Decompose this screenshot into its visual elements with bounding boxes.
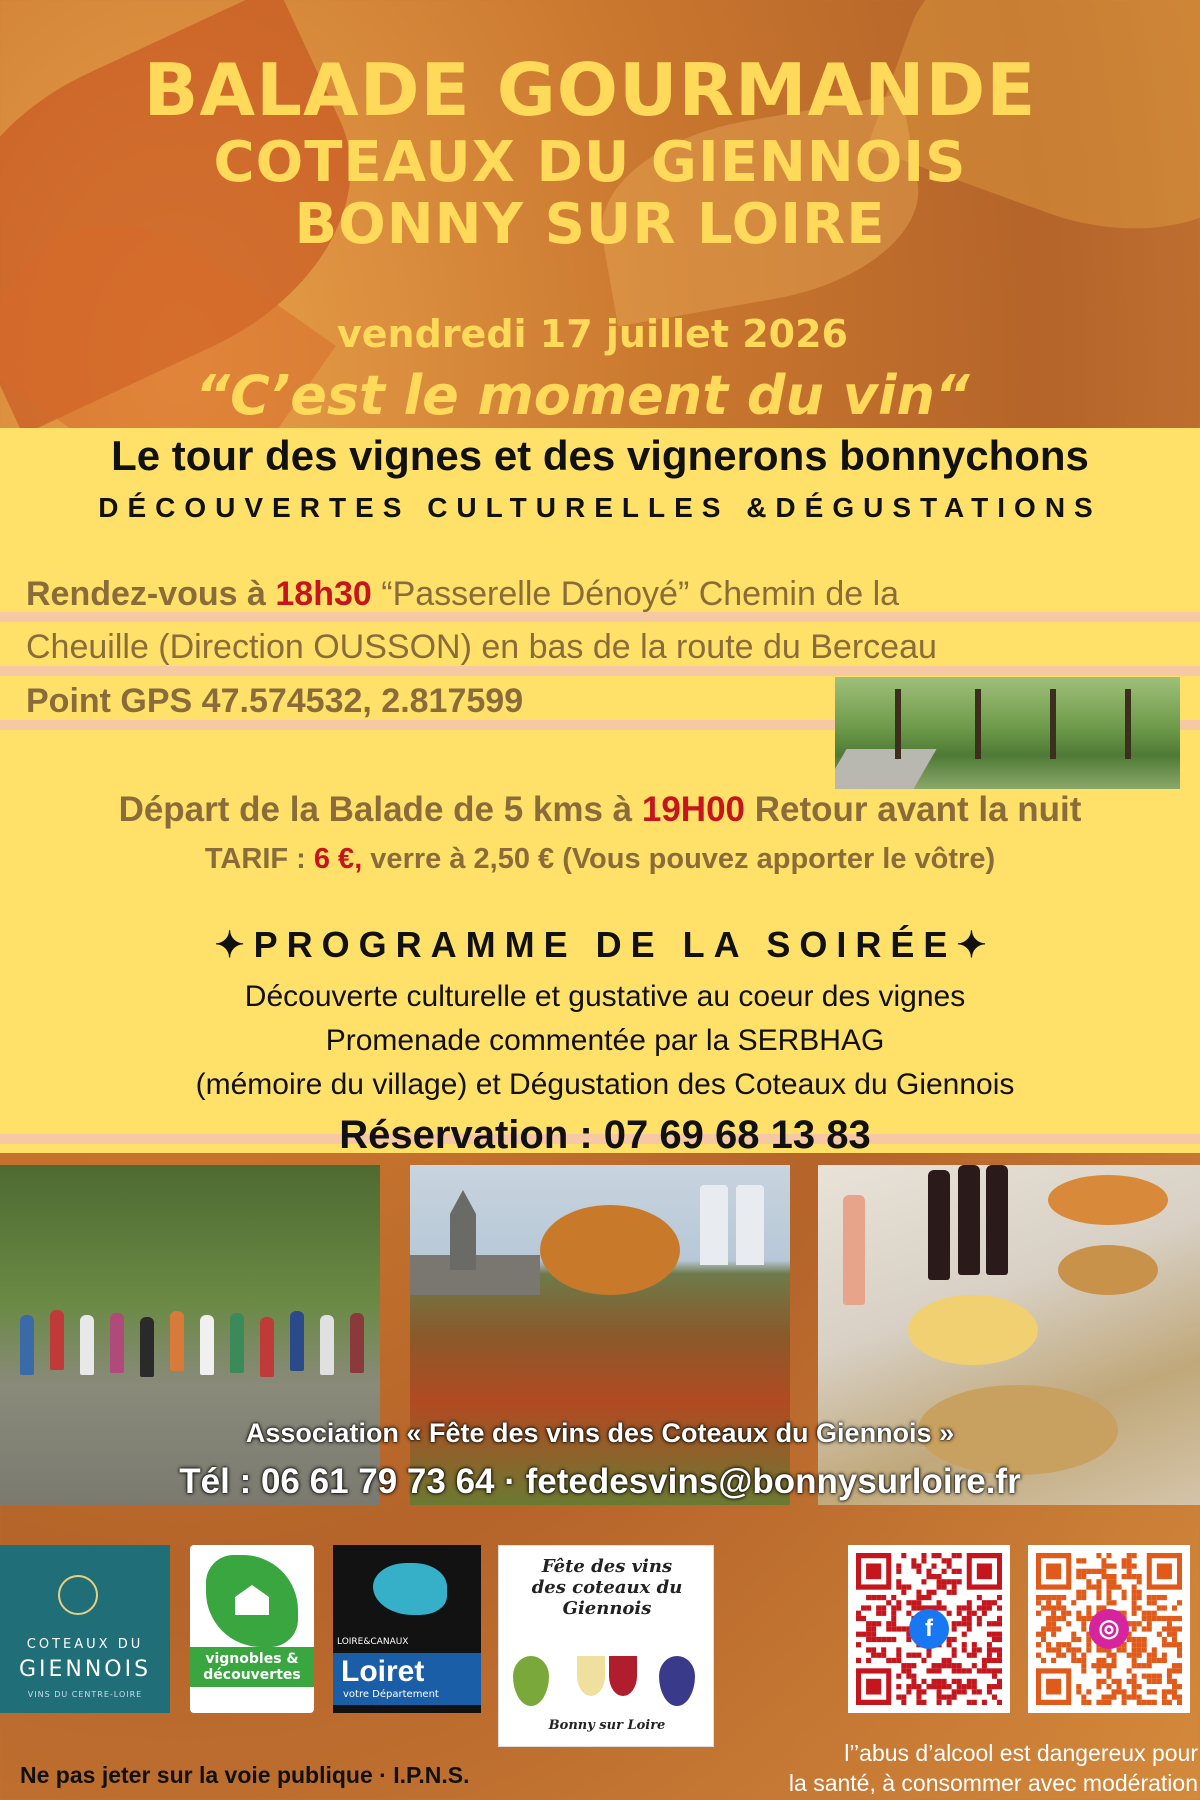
logo-text: VINS DU CENTRE-LOIRE	[27, 1690, 143, 1699]
glass-price: verre à 2,50 € (Vous pouvez apporter le vôtre)	[362, 843, 996, 875]
price-line	[0, 843, 1200, 876]
logo-text: COTEAUX DU	[26, 1637, 144, 1652]
loiret-department-logo	[333, 1545, 481, 1713]
logo-text: découvertes	[203, 1667, 301, 1683]
alcohol-warning-line: l’’abus d’alcool est dangereux pour	[844, 1740, 1198, 1766]
ipns-notice: Ne pas jeter sur la voie publique · I.P.N.S.	[20, 1762, 470, 1788]
alcohol-warning-line: la santé, à consommer avec modération	[788, 1770, 1198, 1796]
logo-text: Fête des vins	[541, 1556, 673, 1577]
gps-coordinates: Point GPS 47.574532, 2.817599	[26, 682, 524, 720]
fete-des-vins-logo	[498, 1545, 714, 1747]
meeting-point-line	[26, 575, 1186, 614]
event-subtitle-region: COTEAUX DU GIENNOIS	[213, 130, 967, 195]
event-slogan: “C’est le moment du vin“	[195, 364, 970, 427]
meeting-place-detail: Cheuille (Direction OUSSON) en bas de la route du Berceau	[26, 628, 937, 666]
association-name: Association « Fête des vins des Coteaux du Giennois »	[245, 1418, 955, 1448]
logo-text: des coteaux du	[531, 1577, 683, 1598]
vineyard-photo	[410, 1165, 790, 1505]
logo-text: Giennois	[562, 1598, 652, 1619]
logo-text: votre Département	[343, 1689, 439, 1700]
price-value: 6 €,	[313, 843, 363, 875]
stripe-divider	[0, 666, 1200, 676]
vignobles-decouvertes-logo	[190, 1545, 314, 1713]
departure-return: Retour avant la nuit	[745, 790, 1082, 829]
event-subtitle-town: BONNY SUR LOIRE	[294, 192, 886, 257]
logo-text: Loiret	[341, 1655, 425, 1688]
group-walk-photo	[0, 1165, 380, 1505]
logo-text: GIENNOIS	[18, 1657, 152, 1682]
facebook-icon: f	[909, 1609, 949, 1649]
reservation-phone: Réservation : 07 69 68 13 83	[339, 1113, 871, 1157]
departure-time: 19H00	[641, 790, 745, 829]
coteaux-du-giennois-logo	[0, 1545, 170, 1713]
programme-line: Promenade commentée par la SERBHAG	[325, 1024, 885, 1057]
price-label: TARIF :	[204, 843, 314, 875]
programme-title: ✦PROGRAMME DE LA SOIRÉE✦	[214, 924, 996, 965]
meeting-point-photo	[835, 677, 1180, 789]
logo-text: vignobles &	[205, 1651, 299, 1667]
meeting-label: Rendez-vous à	[26, 575, 276, 613]
buffet-photo	[818, 1165, 1200, 1505]
meeting-place: “Passerelle Dénoyé” Chemin de la	[371, 575, 900, 613]
alcohol-warning	[698, 1738, 1198, 1798]
tour-title: Le tour des vignes et des vignerons bonnychons	[111, 432, 1089, 479]
logo-text: LOIRE&CANAUX	[337, 1637, 409, 1647]
programme-line: Découverte culturelle et gustative au coeur des vignes	[244, 980, 966, 1013]
logo-text: Bonny sur Loire	[548, 1718, 666, 1733]
instagram-icon: ◎	[1089, 1609, 1129, 1649]
departure-label: Départ de la Balade de 5 kms à	[118, 790, 642, 829]
instagram-qr-code[interactable]	[1028, 1545, 1190, 1713]
meeting-time: 18h30	[275, 575, 372, 613]
tour-subtitle: DÉCOUVERTES CULTURELLES &DÉGUSTATIONS	[98, 492, 1102, 523]
event-title: BALADE GOURMANDE	[143, 48, 1037, 132]
photo-strip	[0, 1165, 1200, 1505]
facebook-qr-code[interactable]	[848, 1545, 1010, 1713]
walk-departure	[0, 790, 1200, 830]
programme-line: (mémoire du village) et Dégustation des Coteaux du Giennois	[195, 1068, 1015, 1101]
contact-details: Tél : 06 61 79 73 64 · fetedesvins@bonnysurloire.fr	[179, 1462, 1021, 1501]
event-date: vendredi 17 juillet 2026	[337, 312, 848, 356]
